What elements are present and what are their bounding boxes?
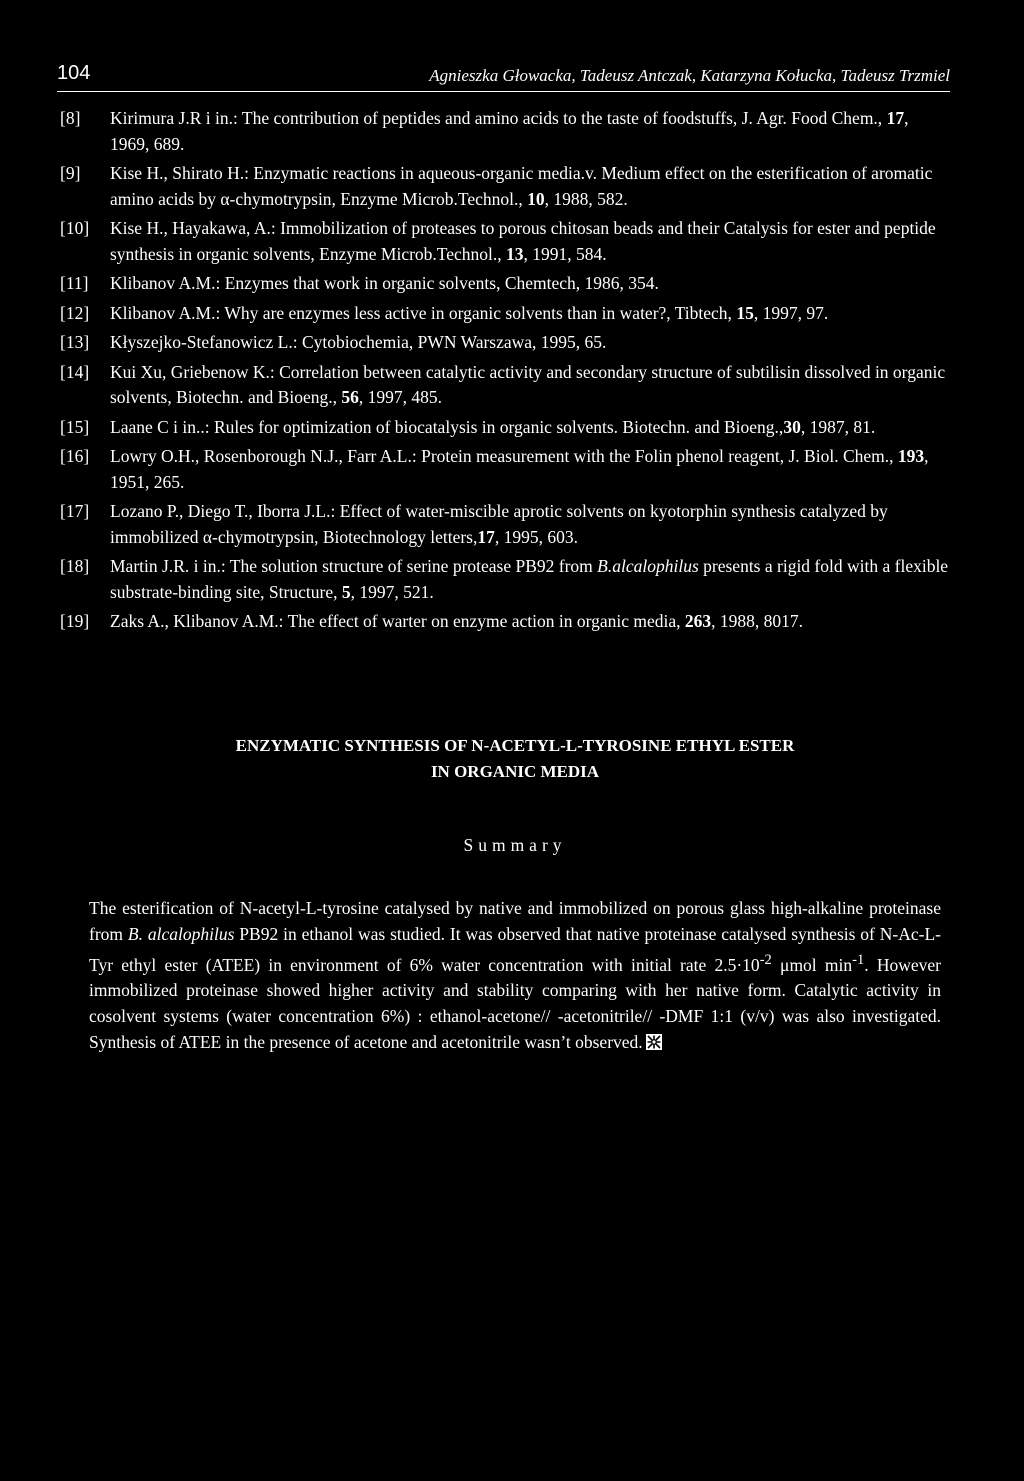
reference-item [60,161,950,212]
reference-number: [16] [60,446,90,466]
reference-text [110,446,929,492]
reference-number: [19] [60,611,90,631]
end-of-article-icon [646,1034,662,1050]
reference-segment: Lowry O.H., Rosenborough N.J., Farr A.L.: Protein measurement with the Folin phenol reagent, J. Biol. Chem., [110,446,898,466]
reference-segment: , 1997, 97. [753,302,829,323]
summary-title-line2: IN ORGANIC MEDIA [430,762,600,781]
reference-item [60,271,950,297]
reference-segment: B.alcalophilus [597,556,699,576]
reference-item [60,301,950,327]
reference-number: [12] [60,302,90,323]
reference-segment: Lozano P., Diego T., Iborra J.L.: Effect of water-miscible aprotic solvents on kyotorphin synthesis catalyzed by immobilized α-chymotrypsin, Biotechnology letters, [110,501,888,547]
reference-segment: Kise H., Shirato H.: Enzymatic reactions in aqueous-organic media.v. Medium effect on the esterification of aromatic amino acids by α-chymotrypsin, Enzyme Microb.Technol., [110,163,933,209]
reference-number: [15] [60,416,90,437]
reference-item [60,415,950,441]
reference-number: [8] [60,108,81,128]
reference-segment: 17 [886,108,905,128]
abstract-paragraph [89,896,941,1056]
reference-number: [11] [60,273,89,293]
reference-item [60,330,950,356]
header-rule [57,91,950,92]
page-header [57,62,950,90]
summary-title [89,733,941,785]
reference-number: [18] [60,556,90,576]
reference-text [110,556,948,602]
reference-segment: Zaks A., Klibanov A.M.: The effect of warter on enzyme action in organic media, [110,611,685,631]
reference-list [60,106,950,639]
summary-title-line1: ENZYMATIC SYNTHESIS OF N-ACETYL-L-TYROSINE ETHYL ESTER [235,736,795,755]
reference-text [110,611,803,631]
reference-segment: 56 [341,387,359,407]
abstract-species: B. alcalophilus [127,923,235,944]
reference-segment: 263 [684,611,712,631]
reference-segment: 13 [506,243,524,264]
reference-segment: Klibanov A.M.: Why are enzymes less active in organic solvents than in water?, Tibtech, [110,302,737,323]
reference-segment: , 1997, 521. [350,581,434,602]
reference-segment: Kise H., Hayakawa, A.: Immobilization of proteases to porous chitosan beads and their Catalysis for ester and peptide synthesis in organic solvents, Enzyme Microb.Technol., [110,218,936,264]
reference-number: [10] [60,218,90,238]
reference-segment: Kui Xu, Griebenow K.: Correlation between catalytic activity and secondary structure of subtilisin dissolved in organic solvents, Biotechn. and Bioeng., [110,361,946,407]
reference-segment: Kłyszejko-Stefanowicz L.: Cytobiochemia, PWN Warszawa, 1995, 65. [110,332,607,352]
reference-segment: , 1995, 603. [494,526,578,547]
reference-text [110,273,659,293]
reference-item [60,499,950,550]
reference-item [60,216,950,267]
reference-number: [9] [60,163,81,183]
reference-segment: , 1988, 8017. [711,611,804,631]
reference-text [110,332,606,352]
reference-segment: , 1991, 584. [523,243,607,264]
reference-segment: , 1969, 689. [110,108,909,154]
reference-text [110,163,932,209]
reference-segment: 30 [783,416,801,437]
abstract-text-3: μmol min [771,954,853,975]
reference-segment: , 1951, 265. [110,446,929,492]
reference-number: [17] [60,501,90,521]
reference-item [60,360,950,411]
abstract-exponent-2: -1 [852,951,865,968]
reference-segment: Martin J.R. i in.: The solution structure of serine protease PB92 from [110,556,598,576]
reference-segment: presents a rigid fold with a flexible substrate-binding site, Structure, [110,556,949,602]
reference-segment: Kirimura J.R i in.: The contribution of peptides and amino acids to the taste of foodstuffs, J. Agr. Food Chem., [110,108,887,128]
reference-segment: Laane C i in..: Rules for optimization of biocatalysis in organic solvents. Biotechn. and Bioeng., [110,416,784,437]
reference-text [110,303,828,323]
reference-text [110,108,908,154]
summary-section [89,733,941,1056]
reference-segment: 10 [527,188,545,209]
reference-item [60,609,950,635]
reference-segment: , 1988, 582. [544,188,628,209]
reference-item [60,106,950,157]
reference-item [60,554,950,605]
abstract-text-1: The esterification of N-acetyl-L-tyrosine catalysed by native and immobilized on porous glass high-alkaline proteinase from [89,898,941,944]
reference-text [110,501,888,547]
abstract-text-2: PB92 in ethanol was studied. It was observed that native proteinase catalysed synthesis of N-Ac-L-Tyr ethyl ester (ATEE) in environment of 6% water concentration with initial rate 2.5·10 [89,923,941,975]
reference-text [110,218,936,264]
reference-number: [13] [60,332,90,352]
abstract-exponent-1: -2 [759,951,772,968]
page-number: 104 [57,62,91,84]
summary-heading: Summary [463,835,567,855]
reference-number: [14] [60,361,90,382]
reference-segment: 193 [897,446,925,466]
reference-segment: , 1987, 81. [800,416,876,437]
reference-item [60,444,950,495]
reference-segment: , 1997, 485. [358,387,442,407]
reference-segment: 17 [477,526,495,547]
running-head: Agnieszka Głowacka, Tadeusz Antczak, Katarzyna Kołucka, Tadeusz Trzmiel [429,66,950,85]
reference-text [110,362,945,408]
abstract-text-4: . However immobilized proteinase showed higher activity and stability comparing with her native form. Catalytic activity in cosolvent systems (water concentration 6%) : ethanol-acetone// -acetonitrile// -DMF 1:1 (v/v) was also investigated. Synthesis of ATEE in the presence of acetone and acetonitrile wasn’t observed. [89,954,941,1052]
reference-segment: 15 [736,302,754,323]
reference-segment: 5 [341,581,351,602]
reference-segment: Klibanov A.M.: Enzymes that work in organic solvents, Chemtech, 1986, 354. [110,273,659,293]
reference-text [110,417,875,437]
